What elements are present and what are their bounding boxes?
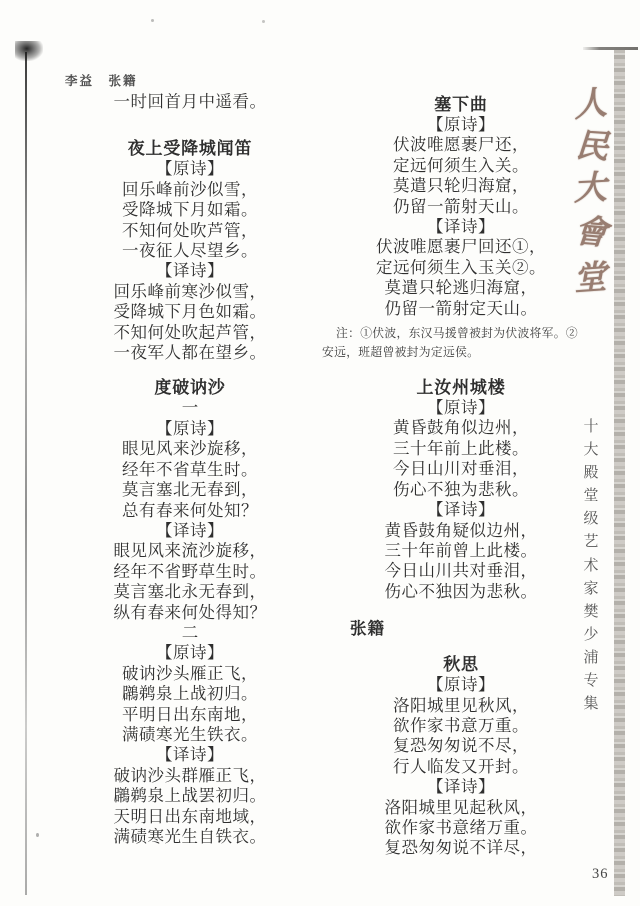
poem-line: 定远何须生入玉关②。 [376, 257, 546, 277]
poem-line: 平明日出东南地， [122, 704, 258, 724]
poem-title-ruzhou-tower: 上汝州城楼 [416, 378, 506, 398]
calligraphy-char: 民 [574, 128, 610, 167]
poem-line: 破讷沙头雁正飞， [122, 663, 258, 683]
poem-line: 三十年前曾上此楼。 [384, 540, 538, 560]
poem-line: 今日山川共对垂泪， [384, 561, 538, 581]
trans-marker: 【译诗】 [156, 745, 224, 765]
poem-line: 经年不省野草生时。 [113, 561, 267, 581]
scan-speck [36, 833, 39, 837]
scan-speck [151, 19, 154, 22]
poem-line: 莫言塞北永无春到， [113, 582, 267, 602]
orig-marker: 【原诗】 [427, 115, 495, 134]
poem-title-autumn-thoughts: 秋思 [443, 655, 479, 675]
page-number: 36 [592, 866, 609, 882]
orig-marker: 【原诗】 [427, 398, 495, 418]
poem-line: 总有春来何处知？ [122, 500, 258, 520]
orig-marker: 【原诗】 [156, 643, 224, 663]
footnote-line: 注：①伏波，东汉马援曾被封为伏波将军。② [336, 326, 578, 341]
poem-line: 复恐匆匆说不尽， [393, 736, 529, 756]
poem-line: 鸊鹈泉上战初归。 [122, 684, 258, 704]
footnote-block [322, 324, 600, 362]
orig-marker: 【原诗】 [427, 675, 495, 695]
margin-calligraphy-great-hall [566, 84, 614, 300]
margin-caption-artist-collection [576, 416, 606, 716]
poem-line: 不知何处吹起芦管， [113, 322, 267, 342]
caption-char: 术 [583, 557, 599, 574]
poem-line: 三十年前上此楼。 [393, 438, 529, 458]
right-column [322, 94, 600, 859]
poem-line: 定远何须生入关。 [393, 155, 529, 175]
poem-line: 经年不省草生时。 [122, 459, 258, 479]
poem-line: 欲作家书意绪万重。 [384, 817, 538, 837]
poem-title-night-flute: 夜上受降城闻笛 [127, 139, 253, 159]
poem-line: 复恐匆匆说不详尽， [384, 838, 538, 858]
poem-line: 欲作家书意万重。 [393, 715, 529, 735]
caption-char: 专 [583, 673, 599, 690]
caption-char: 樊 [583, 603, 599, 620]
author-name-zhangji: 张籍 [350, 619, 385, 639]
poem-line: 回乐峰前沙似雪， [122, 179, 258, 199]
poem-line: 一夜征人尽望乡。 [122, 241, 258, 261]
poem-line: 一夜军人都在望乡。 [113, 343, 267, 363]
scan-smudge-artifact [15, 41, 43, 61]
caption-char: 十 [583, 419, 599, 435]
calligraphy-char: 人 [571, 85, 609, 125]
calligraphy-char: 大 [572, 170, 608, 208]
poem-line: 满碛寒光生自铁衣。 [113, 827, 267, 846]
orig-marker: 【原诗】 [156, 418, 224, 438]
poem-line: 洛阳城里见起秋风， [384, 797, 538, 817]
calligraphy-char: 會 [572, 213, 610, 253]
poem-line: 行人临发又开封。 [393, 756, 529, 776]
poem-line: 仍留一箭射定天山。 [384, 298, 538, 318]
poem-line: 回乐峰前寒沙似雪， [113, 281, 267, 301]
poem-carryover-line: 一时回首月中遥看。 [113, 92, 267, 111]
footnote-line: 安远，班超曾被封为定远侯。 [322, 345, 480, 360]
running-header-authors: 李益 张籍 [65, 74, 138, 88]
trans-marker: 【译诗】 [427, 500, 495, 520]
scan-top-edge-line [583, 47, 638, 50]
poem-title-frontier-song: 塞下曲 [434, 95, 488, 114]
caption-char: 殿 [583, 465, 599, 482]
scan-right-edge-strip [614, 50, 625, 896]
poem-line: 仍留一箭射天山。 [393, 196, 529, 216]
poem-line: 眼见风来流沙旋移， [113, 541, 267, 561]
caption-char: 艺 [583, 534, 599, 551]
poem-line: 伤心不独因为悲秋。 [384, 581, 538, 601]
scan-left-edge-line [25, 52, 27, 895]
poem-line: 破讷沙头群雁正飞， [113, 765, 267, 785]
poem-line: 今日山川对垂泪， [393, 459, 529, 479]
trans-marker: 【译诗】 [427, 777, 495, 797]
poem-line: 纵有春来何处得知？ [113, 602, 267, 622]
poem-line: 洛阳城里见秋风， [393, 695, 529, 715]
part-label-one: 一 [181, 398, 199, 418]
poem-line: 伤心不独为悲秋。 [393, 479, 529, 499]
poem-line: 不知何处吹芦管， [122, 220, 258, 240]
caption-char: 家 [583, 580, 599, 597]
poem-line: 黄昏鼓角似边州， [393, 418, 529, 438]
poem-line: 伏波唯愿裹尸还， [393, 135, 529, 155]
trans-marker: 【译诗】 [427, 217, 495, 237]
poem-line: 眼见风来沙旋移， [122, 439, 258, 459]
caption-char: 少 [583, 626, 599, 643]
caption-char: 堂 [583, 488, 599, 505]
scan-speck [262, 20, 265, 23]
poem-line: 满碛寒光生铁衣。 [122, 724, 258, 744]
caption-char: 大 [583, 442, 599, 459]
poem-line: 莫言塞北无春到， [122, 480, 258, 500]
poem-line: 莫遣只轮逃归海窟， [384, 278, 538, 298]
poem-line: 黄昏鼓角疑似边州， [384, 520, 538, 540]
orig-marker: 【原诗】 [156, 159, 224, 179]
caption-char: 集 [583, 696, 599, 713]
calligraphy-char: 堂 [572, 259, 608, 299]
poem-title-crossing-ponasha: 度破讷沙 [154, 378, 226, 398]
poem-line: 受降城下月色如霜。 [113, 302, 267, 322]
trans-marker: 【译诗】 [156, 520, 224, 540]
caption-char: 浦 [583, 649, 599, 666]
poem-line: 鸊鹈泉上战罢初归。 [113, 786, 267, 806]
poem-line: 天明日出东南地域， [113, 806, 267, 826]
poem-line: 伏波唯愿裹尸回还①， [376, 237, 546, 257]
part-label-two: 二 [181, 622, 199, 642]
poem-line: 受降城下月如霜。 [122, 200, 258, 220]
poem-line: 莫遣只轮归海窟， [393, 176, 529, 196]
trans-marker: 【译诗】 [156, 261, 224, 281]
left-column [42, 92, 338, 847]
caption-char: 级 [583, 511, 599, 528]
